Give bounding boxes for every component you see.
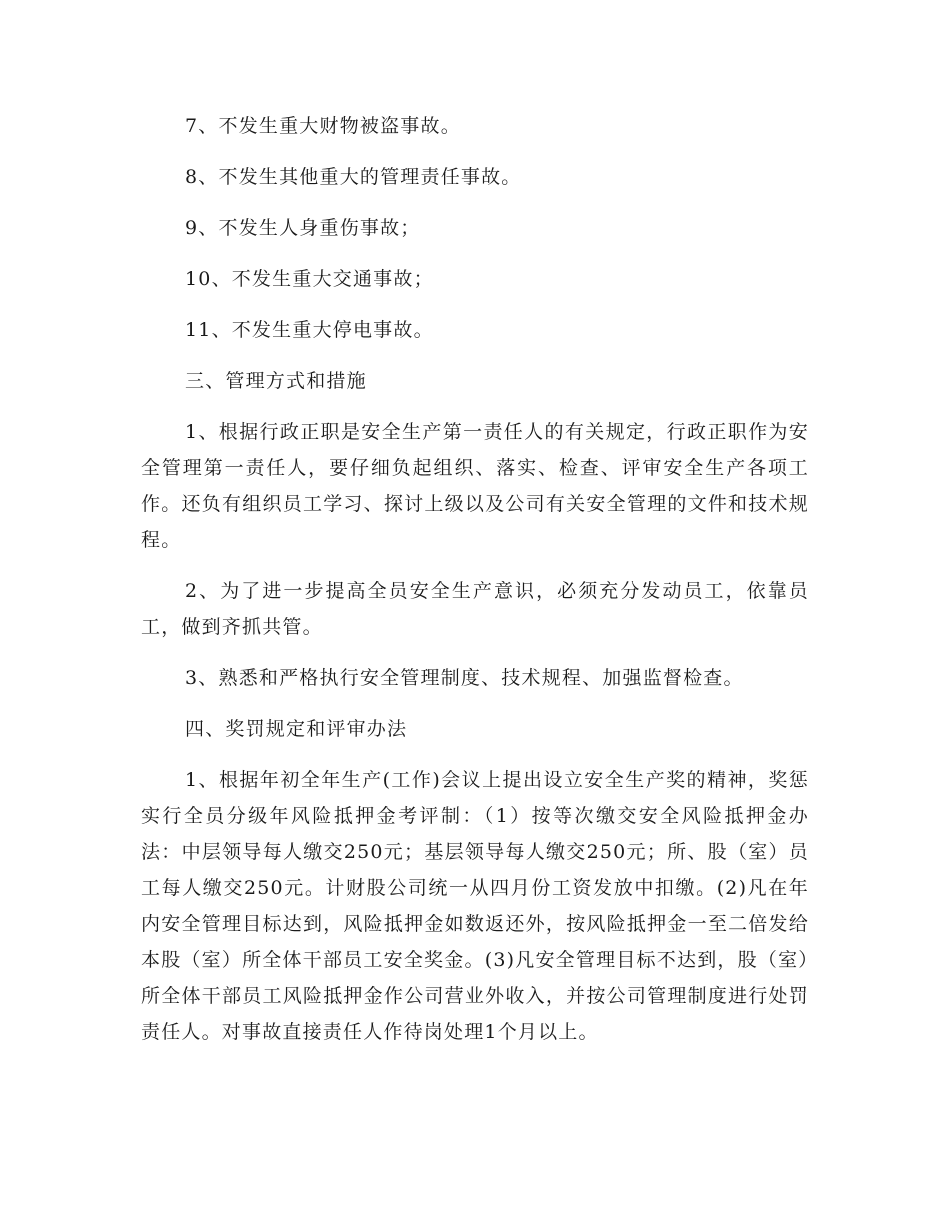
document-body — [141, 108, 809, 1065]
paragraph-measure-2: 2、为了进一步提高全员安全生产意识，必须充分发动员工，依靠员工，做到齐抓共管。 — [141, 580, 809, 638]
section-heading-4: 四、奖罚规定和评审办法 — [185, 718, 408, 740]
list-item-8: 8、不发生其他重大的管理责任事故。 — [185, 166, 522, 188]
paragraph-measure-3: 3、熟悉和严格执行安全管理制度、技术规程、加强监督检查。 — [185, 667, 744, 689]
paragraph-reward-1: 1、根据年初全年生产(工作)会议上提出设立安全生产奖的精神，奖惩实行全员分级年风险抵押金考评制：（1）按等次缴交安全风险抵押金办法：中层领导每人缴交250元；基层领导每人缴交250元；所、股（室）员工每人缴交250元。计财股公司统一从四月份工资发放中扣缴。(2)凡在年内安全管理目标达到，风险抵押金如数返还外，按风险抵押金一至二倍发给本股（室）所全体干部员工安全奖金。(3)凡安全管理目标不达到，股（室）所全体干部员工风险抵押金作公司营业外收入，并按公司管理制度进行处罚责任人。对事故直接责任人作待岗处理1个月以上。 — [141, 769, 809, 1043]
list-item-9: 9、不发生人身重伤事故； — [185, 217, 421, 239]
list-item-7: 7、不发生重大财物被盗事故。 — [185, 115, 461, 137]
section-heading-3: 三、管理方式和措施 — [185, 370, 367, 392]
list-item-10: 10、不发生重大交通事故； — [185, 268, 434, 290]
list-item-11: 11、不发生重大停电事故。 — [185, 319, 434, 341]
paragraph-measure-1: 1、根据行政正职是安全生产第一责任人的有关规定，行政正职作为安全管理第一责任人，要仔细负起组织、落实、检查、评审安全生产各项工作。还负有组织员工学习、探讨上级以及公司有关安全管理的文件和技术规程。 — [141, 421, 809, 551]
